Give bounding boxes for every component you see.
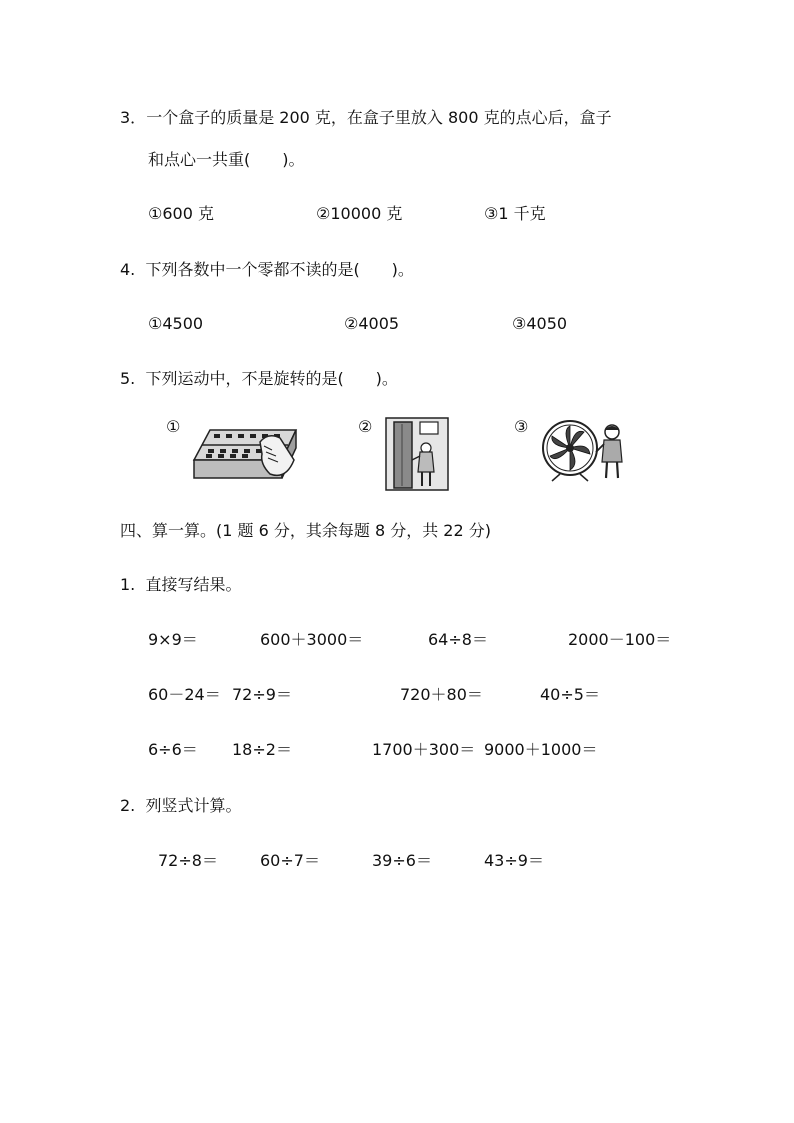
calc-r1-c2: 600＋3000＝: [260, 630, 364, 649]
q5-mark-2: ②: [358, 417, 373, 436]
calc-r3-c4: 9000＋1000＝: [484, 740, 598, 759]
q4-number: 4.: [120, 260, 136, 279]
q5-mark-1: ①: [166, 417, 181, 436]
q4-option-1: ①4500: [148, 314, 204, 333]
q5-line: [120, 369, 398, 389]
calc-r2-c4: 40÷5＝: [540, 685, 600, 704]
calc-r1-c3: 64÷8＝: [428, 630, 488, 649]
calc-r1-c1: 9×9＝: [148, 630, 198, 649]
s2-title: 列竖式计算。: [145, 796, 242, 815]
q3-text-1: 一个盒子的质量是 200 克，在盒子里放入 800 克的点心后，盒子: [146, 108, 612, 127]
fan-image: [540, 418, 632, 484]
section-4-heading: 四、算一算。(1 题 6 分，其余每题 8 分，共 22 分): [120, 521, 491, 540]
door-image: [384, 416, 450, 492]
q4-option-3: ③4050: [512, 314, 568, 333]
q3-option-3: ③1 千克: [484, 204, 546, 223]
s2-line: [120, 796, 241, 816]
s1-line: [120, 575, 241, 595]
calc-r2-c1: 60－24＝: [148, 685, 221, 704]
q3-line-1: [120, 108, 612, 128]
q4-text: 下列各数中一个零都不读的是( )。: [145, 260, 414, 279]
q3-line-2: 和点心一共重( )。: [148, 150, 305, 169]
vertical-calc-2: 60÷7＝: [260, 851, 320, 870]
vertical-calc-4: 43÷9＝: [484, 851, 544, 870]
calc-r2-c2: 72÷9＝: [232, 685, 292, 704]
abacus-image: [190, 420, 300, 490]
q5-text: 下列运动中，不是旋转的是( )。: [145, 369, 398, 388]
s1-number: 1.: [120, 575, 136, 594]
q4-option-2: ②4005: [344, 314, 400, 333]
vertical-calc-1: 72÷8＝: [158, 851, 218, 870]
q3-number: 3．: [120, 108, 147, 127]
q3-option-1: ①600 克: [148, 204, 214, 223]
q3-option-2: ②10000 克: [316, 204, 403, 223]
q5-number: 5.: [120, 369, 136, 388]
s1-title: 直接写结果。: [145, 575, 242, 594]
vertical-calc-3: 39÷6＝: [372, 851, 432, 870]
calc-r3-c1: 6÷6＝: [148, 740, 198, 759]
q5-mark-3: ③: [514, 417, 529, 436]
calc-r1-c4: 2000－100＝: [568, 630, 672, 649]
calc-r3-c2: 18÷2＝: [232, 740, 292, 759]
s2-number: 2.: [120, 796, 136, 815]
calc-r3-c3: 1700＋300＝: [372, 740, 476, 759]
q4-line: [120, 260, 414, 280]
calc-r2-c3: 720＋80＝: [400, 685, 483, 704]
